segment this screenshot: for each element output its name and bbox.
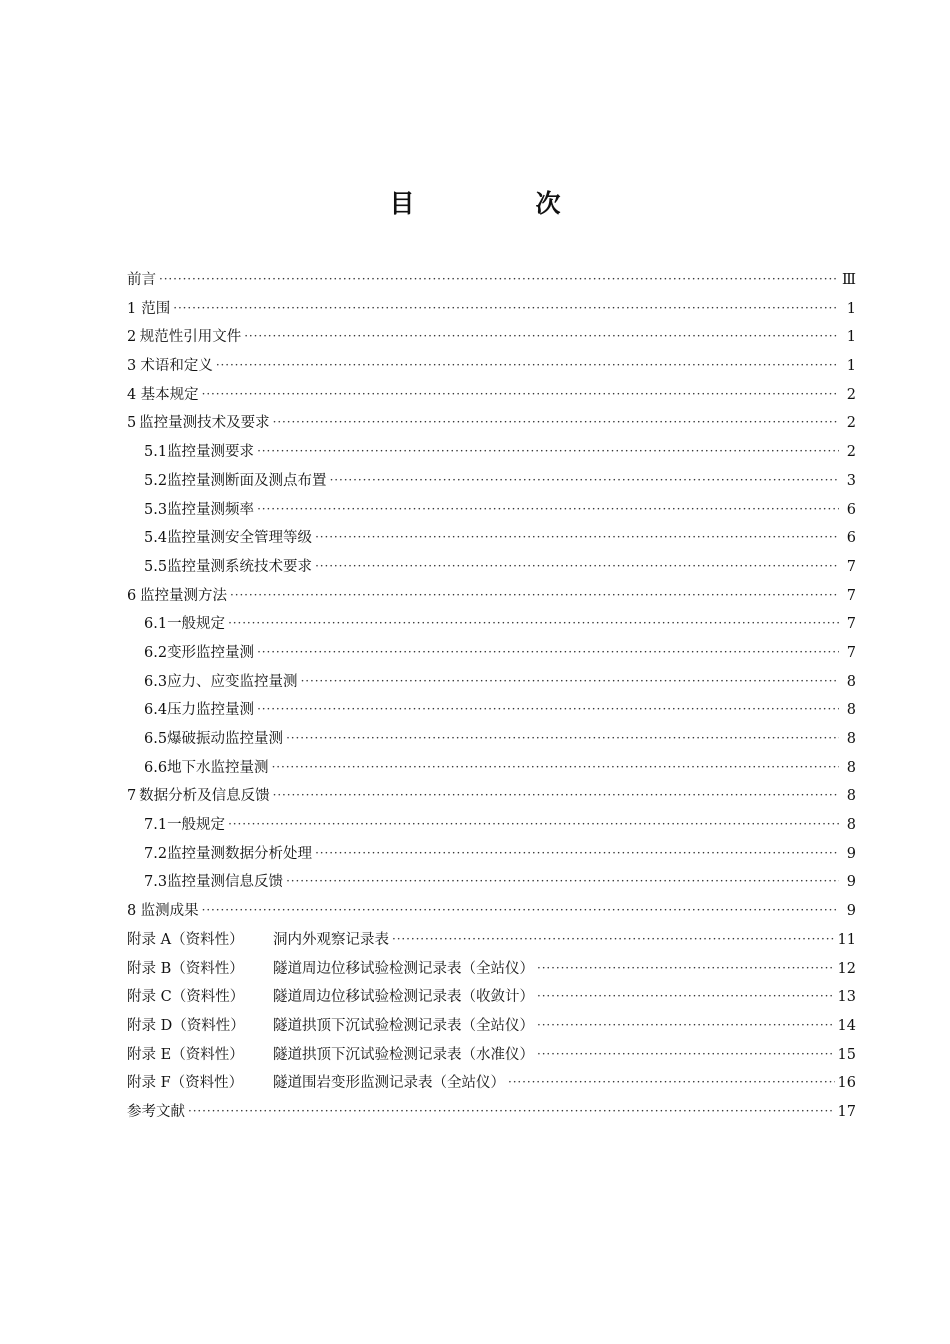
dot-leader — [216, 351, 839, 380]
toc-entry-page: 2 — [846, 386, 856, 403]
toc-entry-label: 洞内外观察记录表 — [273, 931, 389, 948]
toc-entry-label: 数据分析及信息反馈 — [139, 788, 270, 805]
toc-entry-page: 17 — [837, 1103, 856, 1120]
dot-leader — [257, 437, 839, 466]
dot-leader — [286, 867, 839, 896]
toc-subentry[interactable] — [127, 725, 858, 754]
toc-entry-number: 5.2 — [144, 472, 168, 489]
toc-subentry[interactable] — [127, 438, 858, 467]
toc-subentry[interactable] — [127, 524, 858, 553]
toc-entry-label: 监控量测安全管理等级 — [167, 530, 313, 547]
toc-entry-label: 应力、应变监控量测 — [167, 673, 298, 690]
toc-entry-label: 监控量测数据分析处理 — [167, 845, 313, 862]
dot-leader — [508, 1068, 835, 1097]
toc-entry-page: 8 — [846, 673, 856, 690]
toc-appendix-entry[interactable] — [127, 983, 858, 1012]
toc-entry[interactable] — [127, 582, 858, 611]
toc-title: 目 次 — [389, 189, 609, 218]
dot-leader — [330, 466, 839, 495]
toc-subentry[interactable] — [127, 811, 858, 840]
toc-entry-label: 范围 — [141, 300, 171, 317]
dot-leader — [257, 638, 839, 667]
toc-subentry[interactable] — [127, 496, 858, 525]
toc-entry-page: 16 — [837, 1075, 856, 1092]
toc-entry-number: 7.1 — [144, 817, 168, 834]
toc-entry-page: 6 — [846, 530, 856, 547]
toc-entry-label: 监控量测技术及要求 — [139, 415, 270, 432]
toc-entry[interactable] — [127, 381, 858, 410]
toc-entry-number: 7.3 — [144, 874, 168, 891]
toc-entry-page: 7 — [846, 587, 856, 604]
dot-leader — [230, 581, 839, 610]
toc-appendix-entry[interactable] — [127, 1069, 858, 1098]
toc-entry-number: 6.4 — [144, 702, 168, 719]
toc-entry[interactable] — [127, 295, 858, 324]
toc-entry-page: 14 — [837, 1017, 856, 1034]
toc-entry-page: Ⅲ — [842, 272, 856, 288]
toc-entry-label: 隧道围岩变形监测记录表（全站仪） — [273, 1075, 505, 1092]
toc-subentry[interactable] — [127, 868, 858, 897]
toc-subentry[interactable] — [127, 840, 858, 869]
toc-appendix-entry[interactable] — [127, 955, 858, 984]
appendix-tag: 附录 C（资料性） — [127, 989, 245, 1006]
toc-entry-page: 1 — [846, 329, 856, 346]
toc-entry-label: 前言 — [127, 272, 156, 288]
toc-entry-number: 8 — [127, 903, 137, 920]
dot-leader — [315, 839, 839, 868]
toc-entry-number: 6 — [127, 587, 137, 604]
toc-entry-number: 6.6 — [144, 759, 168, 776]
appendix-tag: 附录 F（资料性） — [127, 1075, 244, 1092]
table-of-contents — [127, 266, 858, 1127]
toc-entry-label: 术语和定义 — [140, 358, 213, 375]
toc-entry-number: 6.1 — [144, 616, 168, 633]
toc-appendix-entry[interactable] — [127, 926, 858, 955]
dot-leader — [301, 667, 839, 696]
toc-entry-label: 监控量测要求 — [167, 444, 255, 461]
toc-subentry[interactable] — [127, 467, 858, 496]
appendix-tag: 附录 A（资料性） — [127, 931, 244, 948]
toc-entry-label: 隧道拱顶下沉试验检测记录表（水准仪） — [273, 1046, 534, 1063]
toc-subentry[interactable] — [127, 553, 858, 582]
toc-entry-page: 8 — [846, 817, 856, 834]
toc-subentry[interactable] — [127, 610, 858, 639]
toc-entry-page: 8 — [846, 731, 856, 747]
toc-entry-number: 5.5 — [144, 558, 168, 575]
toc-entry-page: 8 — [846, 702, 856, 719]
toc-subentry[interactable] — [127, 696, 858, 725]
dot-leader — [273, 781, 839, 810]
toc-entry-label: 一般规定 — [167, 616, 226, 633]
dot-leader — [244, 322, 839, 351]
toc-entry[interactable] — [127, 1098, 858, 1127]
dot-leader — [202, 380, 839, 409]
toc-appendix-entry[interactable] — [127, 1041, 858, 1070]
toc-entry-page: 9 — [846, 903, 856, 920]
dot-leader — [537, 954, 835, 983]
dot-leader — [202, 896, 839, 925]
toc-entry-label: 隧道周边位移试验检测记录表（全站仪） — [273, 960, 534, 977]
toc-entry-page: 7 — [846, 644, 856, 661]
toc-entry[interactable] — [127, 897, 858, 926]
dot-leader — [257, 495, 839, 524]
toc-entry-page: 8 — [846, 788, 856, 805]
toc-entry-page: 3 — [846, 472, 856, 489]
appendix-tag: 附录 D（资料性） — [127, 1017, 245, 1034]
toc-entry-number: 2 — [127, 329, 137, 346]
toc-entry[interactable] — [127, 352, 858, 381]
dot-leader — [257, 695, 839, 724]
toc-entry-label: 变形监控量测 — [167, 644, 255, 661]
dot-leader — [315, 523, 839, 552]
toc-entry-page: 8 — [846, 759, 856, 776]
toc-entry-page: 2 — [846, 444, 856, 461]
toc-entry-page: 15 — [837, 1046, 856, 1063]
toc-entry-number: 5.3 — [144, 501, 168, 518]
toc-entry-label: 一般规定 — [167, 817, 226, 834]
toc-entry-label: 监控量测频率 — [167, 501, 255, 518]
toc-entry[interactable] — [127, 323, 858, 352]
dot-leader — [173, 294, 839, 323]
toc-entry-number: 7.2 — [144, 845, 168, 862]
toc-entry-page: 1 — [846, 358, 856, 375]
dot-leader — [228, 609, 839, 638]
toc-entry-number: 4 — [127, 386, 137, 403]
appendix-tag: 附录 B（资料性） — [127, 960, 244, 977]
toc-entry-label: 监测成果 — [140, 903, 199, 920]
dot-leader — [273, 408, 839, 437]
dot-leader — [537, 1011, 835, 1040]
toc-entry-number: 3 — [127, 358, 137, 375]
toc-entry-label: 隧道周边位移试验检测记录表（收敛计） — [273, 989, 534, 1006]
toc-subentry[interactable] — [127, 639, 858, 668]
toc-entry-page: 7 — [846, 558, 856, 575]
toc-subentry[interactable] — [127, 754, 858, 783]
toc-entry-label: 规范性引用文件 — [139, 329, 242, 346]
dot-leader — [159, 265, 839, 294]
toc-entry[interactable] — [127, 782, 858, 811]
toc-entry-number: 6.5 — [144, 731, 168, 747]
toc-entry-label: 压力监控量测 — [167, 702, 255, 719]
toc-entry-number: 5 — [127, 415, 137, 432]
dot-leader — [286, 724, 839, 753]
toc-entry-number: 6.3 — [144, 673, 168, 690]
toc-entry-number: 1 — [127, 300, 137, 317]
toc-entry-label: 监控量测系统技术要求 — [167, 558, 313, 575]
toc-entry-page: 2 — [846, 415, 856, 432]
appendix-tag: 附录 E（资料性） — [127, 1046, 244, 1063]
dot-leader — [392, 925, 835, 954]
toc-entry-number: 6.2 — [144, 644, 168, 661]
toc-subentry[interactable] — [127, 668, 858, 697]
toc-entry-label: 监控量测方法 — [140, 587, 228, 604]
toc-entry-page: 7 — [846, 616, 856, 633]
dot-leader — [228, 810, 839, 839]
dot-leader — [537, 982, 835, 1011]
toc-entry-page: 1 — [846, 300, 856, 317]
toc-entry-label: 基本规定 — [140, 386, 199, 403]
dot-leader — [537, 1040, 835, 1069]
toc-entry-label: 监控量测断面及测点布置 — [167, 472, 327, 489]
dot-leader — [315, 552, 839, 581]
toc-entry-number: 5.1 — [144, 444, 168, 461]
toc-entry-page: 9 — [846, 845, 856, 862]
toc-appendix-entry[interactable] — [127, 1012, 858, 1041]
toc-entry-number: 5.4 — [144, 530, 168, 547]
toc-entry-page: 12 — [837, 960, 856, 977]
toc-entry-label: 爆破振动监控量测 — [167, 731, 284, 747]
toc-entry-page: 13 — [837, 989, 856, 1006]
toc-entry-number: 7 — [127, 788, 137, 805]
dot-leader — [272, 753, 839, 782]
toc-entry-page: 6 — [846, 501, 856, 518]
toc-entry[interactable] — [127, 266, 858, 295]
dot-leader — [188, 1097, 835, 1126]
toc-entry-label: 隧道拱顶下沉试验检测记录表（全站仪） — [273, 1017, 534, 1034]
toc-entry-label: 参考文献 — [127, 1103, 185, 1120]
toc-entry-label: 地下水监控量测 — [167, 759, 269, 776]
toc-entry[interactable] — [127, 409, 858, 438]
toc-entry-page: 11 — [837, 931, 856, 948]
toc-entry-label: 监控量测信息反馈 — [167, 874, 284, 891]
toc-entry-page: 9 — [846, 874, 856, 891]
